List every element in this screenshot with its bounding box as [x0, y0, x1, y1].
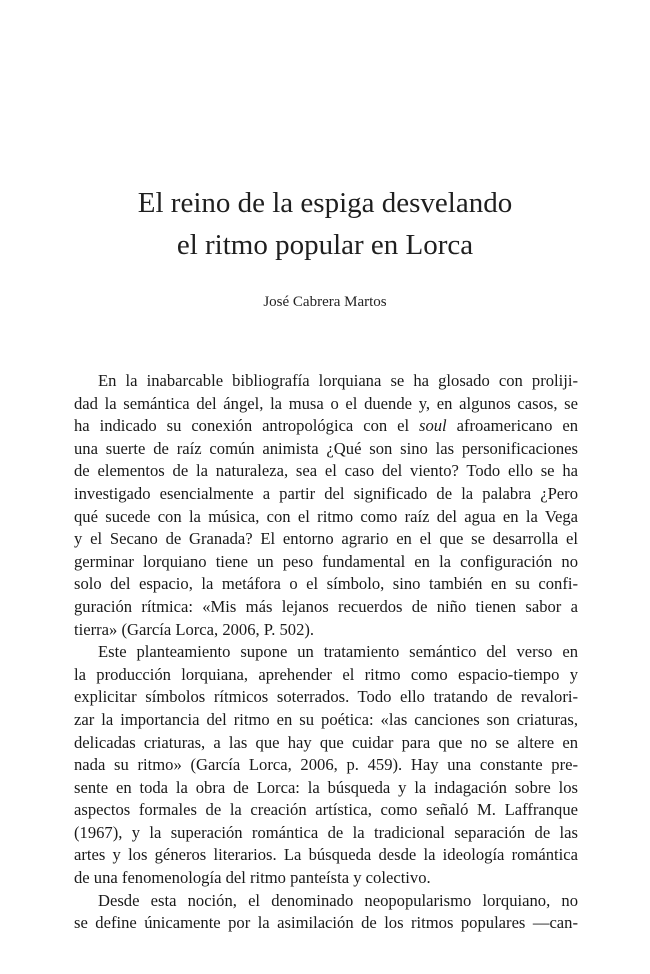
text-line: tierra» (García Lorca, 2006, P. 502). [74, 619, 315, 639]
body-text [74, 370, 578, 935]
text-line: investigado esencialmente a partir del significado de la palabra ¿Pero [74, 483, 578, 503]
text-line: qué sucede con la música, con el ritmo como raíz del agua en la Vega [74, 506, 578, 526]
chapter-title-line-1: El reino de la espiga desvelando [137, 187, 513, 219]
text-line-segment: ha indicado su conexión antropológica con el [74, 416, 419, 436]
italic-term: soul [419, 416, 447, 436]
text-line: una suerte de raíz común animista ¿Qué son sino las personificaciones [74, 438, 578, 458]
text-line-segment: afroamericano en [446, 416, 578, 436]
text-line: se define únicamente por la asimilación de los ritmos populares —can- [74, 913, 578, 933]
text-line: zar la importancia del ritmo en su poética: «las canciones son criaturas, [74, 709, 578, 729]
text-line: artes y los géneros literarios. La búsqueda desde la ideología romántica [74, 845, 578, 865]
text-line: explicitar símbolos rítmicos soterrados. Todo ello tratando de revalori- [74, 687, 578, 707]
text-line: solo del espacio, la metáfora o el símbolo, sino también en su confi- [74, 574, 578, 594]
chapter-title [0, 182, 650, 266]
text-line: germinar lorquiano tiene un peso fundamental en la configuración no [74, 551, 578, 571]
text-line: delicadas criaturas, a las que hay que cuidar para que no se altere en [74, 732, 578, 752]
text-line: de una fenomenología del ritmo panteísta y colectivo. [74, 868, 431, 888]
chapter-title-line-2: el ritmo popular en Lorca [176, 229, 474, 261]
text-line: En la inabarcable bibliografía lorquiana se ha glosado con proliji- [98, 371, 578, 390]
text-line: de elementos de la naturaleza, sea el caso del viento? Todo ello se ha [74, 461, 578, 481]
text-line: dad la semántica del ángel, la musa o el duende y, en algunos casos, se [74, 393, 578, 413]
text-line: (1967), y la superación romántica de la tradicional separación de las [74, 822, 578, 842]
text-line: nada su ritmo» (García Lorca, 2006, p. 459). Hay una constante pre- [74, 755, 578, 775]
text-line: y el Secano de Granada? El entorno agrario en el que se desarrolla el [74, 529, 578, 549]
author-name: José Cabrera Martos [263, 294, 387, 310]
text-line: Este planteamiento supone un tratamiento semántico del verso en [98, 642, 578, 662]
text-line: sente en toda la obra de Lorca: la búsqueda y la indagación sobre los [74, 777, 578, 797]
text-line: aspectos formales de la creación artística, como señaló M. Laffranque [74, 800, 578, 820]
text-line [74, 415, 578, 438]
text-line: Desde esta noción, el denominado neopopularismo lorquiano, no [98, 890, 578, 910]
text-line: la producción lorquiana, aprehender el ritmo como espacio-tiempo y [74, 664, 578, 684]
text-line: guración rítmica: «Mis más lejanos recuerdos de niño tienen sabor a [74, 596, 578, 616]
